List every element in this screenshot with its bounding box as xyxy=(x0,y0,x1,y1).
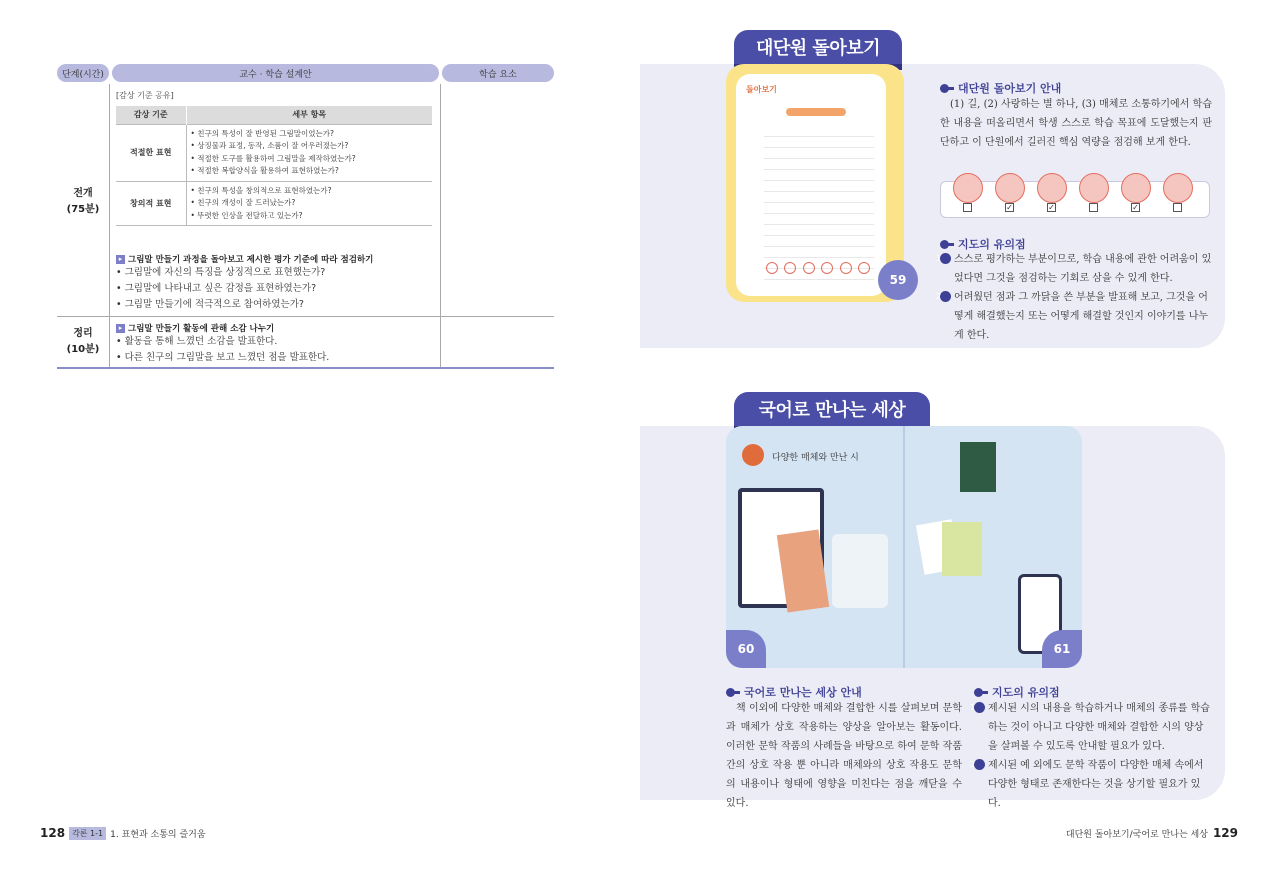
book-cover-image xyxy=(942,522,982,576)
key-icon xyxy=(940,84,954,93)
arrow-icon: ▸ xyxy=(116,255,125,264)
competency-icon xyxy=(995,173,1025,203)
korean-world-title: 국어로 만나는 세상 xyxy=(734,392,930,426)
unit-review-note-1: 1 스스로 평가하는 부분이므로, 학습 내용에 관한 어려움이 있었다면 그것을 점검하는 기회로 삼을 수 있게 한다. xyxy=(935,254,1212,284)
korean-world-guide-text: 책 이외에 다양한 매체와 결합한 시를 살펴보며 문학과 매체가 상호 작용하는 양상을 알아보는 활동이다. 이러한 문학 작품의 사례들을 바탕으로 하여 문학 작품 간의 상호 작용 뿐 아니라 매체와의 상호 작용도 문학의 내용이나 형태에 영향을 미친다는 점을 깨닫을 수 있다. xyxy=(726,703,962,809)
criteria-caption: [감상 기준 공유] xyxy=(116,91,174,100)
korean-world-book-spread xyxy=(726,426,1082,668)
key-icon xyxy=(974,688,988,697)
criteria-table xyxy=(116,106,432,226)
page-number-60: 60 xyxy=(726,630,766,668)
unit-review-guide-text: (1) 길, (2) 사랑하는 별 하나, (3) 매체로 소통하기에서 학습한 내용을 떠올리면서 학생 스스로 학습 목표에 도달했는지 판단하고 이 단원에서 길러진 핵심 역량을 점검해 보게 한다. xyxy=(940,99,1212,148)
book-logo xyxy=(742,444,764,466)
review-title: ▸ 그림말 만들기 과정을 돌아보고 제시한 평가 기준에 따라 점검하기 xyxy=(116,253,373,265)
unit-review-note-2: 2 어려웠던 점과 그 까닭을 쓴 부분을 발표해 보고, 그것을 어떻게 해결했는지 또는 어떻게 해결할 것인지 이야기를 나누게 한다. xyxy=(935,292,1209,341)
section-title-footer: 대단원 돌아보기/국어로 만나는 세상 xyxy=(1065,829,1208,840)
chapter-tag: 각론 1-1 xyxy=(69,827,106,840)
page-number-59: 59 xyxy=(878,260,918,300)
caption-box xyxy=(832,534,888,608)
unit-review-thumbnail xyxy=(726,64,907,302)
page-number-61: 61 xyxy=(1042,630,1082,668)
key-icon xyxy=(726,688,740,697)
table-row xyxy=(116,124,432,181)
review-bullets: • 그림말에 자신의 특징을 상징적으로 표현했는가? • 그림말에 나타내고 싶은 감정을 표현하였는가? • 그림말 만들기에 적극적으로 참여하였는가? xyxy=(116,267,326,310)
divider xyxy=(57,316,554,317)
korean-world-notes-heading: 지도의 유의점 xyxy=(974,684,1060,700)
competency-checkbox[interactable]: ✓ xyxy=(1006,203,1013,212)
book-spine xyxy=(903,426,905,668)
footer-right xyxy=(1066,826,1238,840)
unit-review-guide-heading: 대단원 돌아보기 안내 xyxy=(940,80,1061,96)
table-row xyxy=(116,181,432,226)
criteria-name: 창의적 표현 xyxy=(116,181,186,226)
page-number-129: 129 xyxy=(1212,826,1238,840)
divider xyxy=(57,367,554,369)
competency-icon xyxy=(953,173,983,203)
criteria-items: • 친구의 특성이 잘 반영된 그림말이었는가? • 상징물과 표정, 동작, 소품이 잘 어우러졌는가? • 적절한 도구를 활용하여 그림말을 제작하였는가? • 적절한 복합양식을 활용하여 표현하였는가? xyxy=(186,124,432,181)
chapter-title: 1. 표현과 소통의 즐거움 xyxy=(110,829,206,840)
inner-header: 감상 기준 xyxy=(116,106,186,124)
korean-world-guide-heading: 국어로 만나는 세상 안내 xyxy=(726,684,862,700)
col-header-plan: 교수 · 학습 설계안 xyxy=(112,64,439,82)
col-header-stage: 단계(시간) xyxy=(57,64,109,82)
wrapup-title: ▸ 그림말 만들기 활동에 관해 소감 나누기 xyxy=(116,322,274,334)
thumb-bar xyxy=(786,108,846,116)
competency-checkbox[interactable]: ✓ xyxy=(1048,203,1055,212)
criteria-items: • 친구의 특성을 창의적으로 표현하였는가? • 친구의 개성이 잘 드러났는가? • 뚜렷한 인상을 전달하고 있는가? xyxy=(186,181,432,226)
footer-left xyxy=(40,826,206,840)
korean-world-note-2: 2 제시된 예 외에도 문학 작품이 다양한 매체 속에서 다양한 형태로 존재한다는 것을 상기할 필요가 있다. xyxy=(969,760,1204,809)
stage-wrapup: 정리 (10분) xyxy=(66,328,100,355)
thumb-icons xyxy=(766,262,870,276)
competency-checkbox[interactable] xyxy=(1089,203,1098,212)
stage-develop: 전개 (75분) xyxy=(66,188,100,215)
unit-review-notes-heading: 지도의 유의점 xyxy=(940,236,1026,252)
criteria-name: 적절한 표현 xyxy=(116,124,186,181)
key-icon xyxy=(940,240,954,249)
competency-checkbox[interactable] xyxy=(1173,203,1182,212)
divider xyxy=(109,84,110,368)
korean-world-note-1: 1 제시된 시의 내용을 학습하거나 매체의 종류를 학습하는 것이 아니고 다양한 매체와 결합한 시의 양상을 살펴볼 수 있도록 안내할 필요가 있다. xyxy=(969,703,1210,752)
col-header-elements: 학습 요소 xyxy=(442,64,554,82)
competency-icon xyxy=(1037,173,1067,203)
unit-review-title: 대단원 돌아보기 xyxy=(734,30,902,64)
competency-checkbox[interactable]: ✓ xyxy=(1132,203,1139,212)
competency-checkbox[interactable] xyxy=(963,203,972,212)
inner-header: 세부 항목 xyxy=(186,106,432,124)
thumb-label: 돌아보기 xyxy=(746,85,777,94)
poster-image xyxy=(960,442,996,492)
competency-icon xyxy=(1079,173,1109,203)
competency-icon xyxy=(1121,173,1151,203)
page-number-128: 128 xyxy=(40,826,66,840)
competency-icon xyxy=(1163,173,1193,203)
book-title: 다양한 매체와 만난 시 xyxy=(772,453,859,463)
wrapup-bullets: • 활동을 통해 느꼈던 소감을 발표한다. • 다른 친구의 그림말을 보고 느꼈던 점을 발표한다. xyxy=(116,336,330,363)
competency-box xyxy=(940,181,1210,218)
arrow-icon: ▸ xyxy=(116,324,125,333)
divider xyxy=(440,84,441,368)
